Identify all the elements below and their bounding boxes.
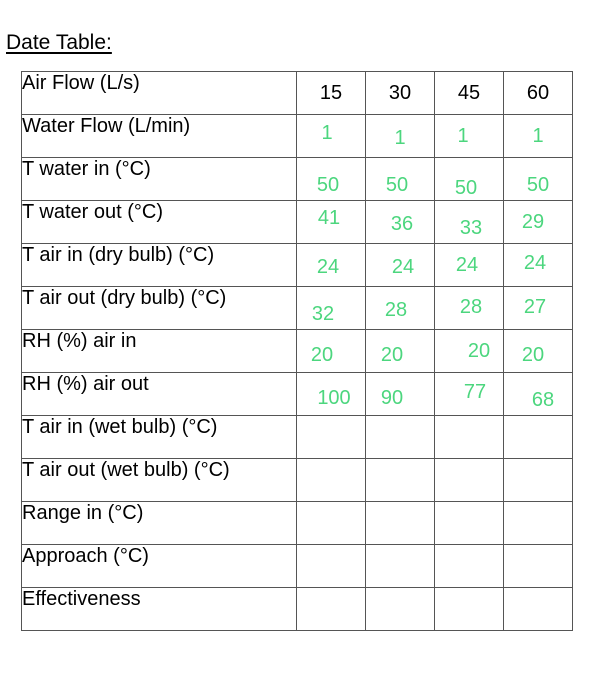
table-row bbox=[22, 115, 573, 158]
table-cell bbox=[435, 330, 504, 373]
table-cell bbox=[366, 330, 435, 373]
table-cell bbox=[435, 115, 504, 158]
cell-value: 77 bbox=[463, 380, 487, 403]
cell-value: 28 bbox=[459, 295, 483, 318]
table-row bbox=[22, 244, 573, 287]
table-cell bbox=[366, 545, 435, 588]
cell-value: 50 bbox=[526, 173, 550, 196]
cell-value: 90 bbox=[380, 386, 404, 409]
table-cell bbox=[435, 373, 504, 416]
row-label: RH (%) air in bbox=[22, 330, 297, 373]
table-cell bbox=[504, 416, 573, 459]
cell-value: 24 bbox=[455, 253, 479, 276]
cell-value: 41 bbox=[317, 206, 341, 229]
table-cell bbox=[297, 287, 366, 330]
table-cell bbox=[504, 244, 573, 287]
table-cell bbox=[435, 287, 504, 330]
cell-value: 1 bbox=[394, 126, 406, 149]
table-cell bbox=[504, 459, 573, 502]
table-row bbox=[22, 158, 573, 201]
table-cell bbox=[297, 459, 366, 502]
cell-value: 33 bbox=[459, 216, 483, 239]
table-cell bbox=[297, 502, 366, 545]
table-cell bbox=[366, 158, 435, 201]
row-label: Approach (°C) bbox=[22, 545, 297, 588]
table-cell bbox=[366, 115, 435, 158]
table-cell bbox=[297, 115, 366, 158]
table-cell bbox=[366, 459, 435, 502]
table-cell bbox=[435, 588, 504, 631]
table-cell bbox=[504, 502, 573, 545]
table-cell bbox=[297, 545, 366, 588]
cell-value: 50 bbox=[454, 176, 478, 199]
cell-value: 24 bbox=[316, 255, 340, 278]
cell-value: 27 bbox=[523, 295, 547, 318]
table-cell bbox=[504, 158, 573, 201]
table-row bbox=[22, 287, 573, 330]
table-cell bbox=[297, 416, 366, 459]
cell-value: 20 bbox=[467, 339, 491, 362]
row-label: T air out (dry bulb) (°C) bbox=[22, 287, 297, 330]
table-cell bbox=[435, 545, 504, 588]
cell-value: 100 bbox=[317, 386, 351, 409]
row-label: Effectiveness bbox=[22, 588, 297, 631]
cell-value: 24 bbox=[523, 251, 547, 274]
cell-value: 20 bbox=[310, 343, 334, 366]
row-label: Water Flow (L/min) bbox=[22, 115, 297, 158]
table-row bbox=[22, 588, 573, 631]
page-title: Date Table: bbox=[6, 31, 112, 54]
table-cell bbox=[504, 115, 573, 158]
cell-value: 20 bbox=[380, 343, 404, 366]
table-cell bbox=[435, 459, 504, 502]
table-cell bbox=[504, 373, 573, 416]
column-header: 60 bbox=[504, 72, 573, 115]
cell-value: 1 bbox=[457, 124, 469, 147]
cell-value: 32 bbox=[311, 302, 335, 325]
table-cell bbox=[366, 502, 435, 545]
table-cell bbox=[435, 244, 504, 287]
table-cell bbox=[366, 244, 435, 287]
cell-value: 24 bbox=[391, 255, 415, 278]
table-row bbox=[22, 373, 573, 416]
cell-value: 28 bbox=[384, 298, 408, 321]
row-label: T air in (wet bulb) (°C) bbox=[22, 416, 297, 459]
table-cell bbox=[366, 201, 435, 244]
table-cell bbox=[297, 244, 366, 287]
table-row bbox=[22, 502, 573, 545]
cell-value: 1 bbox=[532, 124, 544, 147]
cell-value: 36 bbox=[390, 212, 414, 235]
cell-value: 50 bbox=[385, 173, 409, 196]
table-cell bbox=[366, 588, 435, 631]
column-header: 45 bbox=[435, 72, 504, 115]
table-row bbox=[22, 330, 573, 373]
table-cell bbox=[297, 330, 366, 373]
row-label: T air in (dry bulb) (°C) bbox=[22, 244, 297, 287]
cell-value: 29 bbox=[521, 210, 545, 233]
table-cell bbox=[297, 588, 366, 631]
cell-value: 1 bbox=[321, 121, 333, 144]
table-cell bbox=[504, 287, 573, 330]
cell-value: 50 bbox=[316, 173, 340, 196]
table-row bbox=[22, 459, 573, 502]
cell-value: 20 bbox=[521, 343, 545, 366]
column-header: 15 bbox=[297, 72, 366, 115]
table-header-row bbox=[22, 72, 573, 115]
table-cell bbox=[297, 373, 366, 416]
table-cell bbox=[435, 201, 504, 244]
table-cell bbox=[297, 201, 366, 244]
cell-value: 68 bbox=[531, 388, 555, 411]
table-cell bbox=[504, 330, 573, 373]
table-cell bbox=[504, 588, 573, 631]
row-label: T water in (°C) bbox=[22, 158, 297, 201]
table-cell bbox=[366, 416, 435, 459]
table-cell bbox=[435, 502, 504, 545]
row-label: RH (%) air out bbox=[22, 373, 297, 416]
table-cell bbox=[504, 201, 573, 244]
header-label: Air Flow (L/s) bbox=[22, 72, 297, 115]
table-cell bbox=[366, 373, 435, 416]
data-table bbox=[21, 71, 573, 631]
table-cell bbox=[435, 416, 504, 459]
table-row bbox=[22, 201, 573, 244]
table-cell bbox=[504, 545, 573, 588]
table-row bbox=[22, 545, 573, 588]
table-cell bbox=[297, 158, 366, 201]
row-label: T air out (wet bulb) (°C) bbox=[22, 459, 297, 502]
row-label: T water out (°C) bbox=[22, 201, 297, 244]
table-cell bbox=[435, 158, 504, 201]
column-header: 30 bbox=[366, 72, 435, 115]
row-label: Range in (°C) bbox=[22, 502, 297, 545]
table-row bbox=[22, 416, 573, 459]
table-cell bbox=[366, 287, 435, 330]
